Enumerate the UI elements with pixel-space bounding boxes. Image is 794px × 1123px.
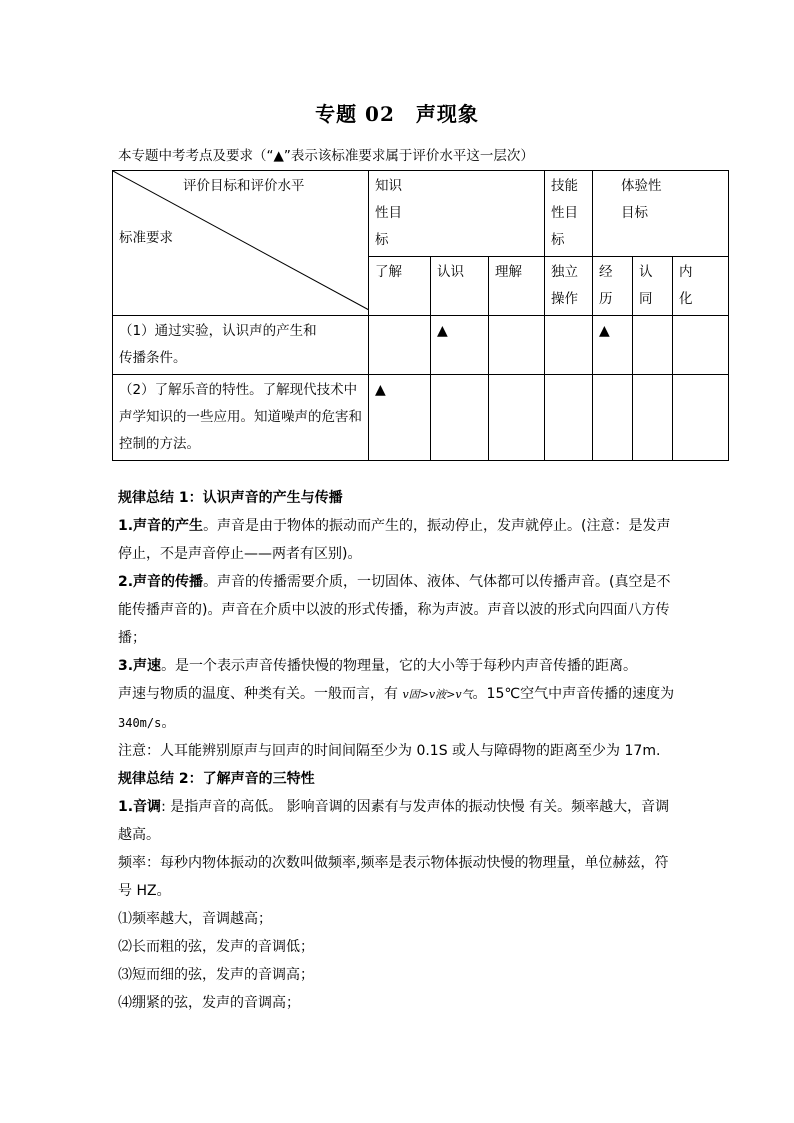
group-experience-label: 体验性目标: [621, 178, 662, 221]
mark-cell: [673, 375, 729, 461]
standards-table: [112, 170, 729, 461]
intro-text: 本专题中考考点及要求（“▲”表示该标准要求属于评价水平这一层次）: [118, 148, 534, 164]
paragraph: [118, 793, 678, 849]
mark-cell: ▲: [369, 375, 431, 461]
group-skill-label: 技能性目标: [551, 178, 579, 248]
mark-cell: ▲: [431, 316, 489, 375]
speed-value: 340m/s: [118, 716, 162, 730]
mark-cell: [545, 375, 593, 461]
paragraph-lead: 1.声音的产生: [118, 518, 204, 534]
paragraph-lead: 1.音调: [118, 799, 162, 815]
group-knowledge: [369, 171, 545, 257]
paragraph: [118, 512, 678, 568]
paragraph-text: 。15℃空气中声音传播的速度为: [472, 686, 675, 702]
group-knowledge-label: 知识性目标: [375, 178, 402, 248]
diag-bottom-label: 标准要求: [119, 230, 173, 246]
table-row: [113, 375, 729, 461]
paragraph-text: : 是指声音的高低。 影响音调的因素有与发声体的振动快慢 有关。频率越大，音调越高。: [118, 799, 670, 843]
list-item: ⑴频率越大，音调越高；: [118, 911, 272, 927]
paragraph: 频率：每秒内物体振动的次数叫做频率,频率是表示物体振动快慢的物理量，单位赫兹，符号 HZ。: [118, 855, 669, 899]
paragraph: [118, 568, 678, 652]
page-title: 专题 02 声现象: [315, 102, 479, 126]
sub-header: 认识: [431, 257, 489, 316]
list-item: ⑵长而粗的弦，发声的音调低；: [118, 939, 314, 955]
requirement-text: （1）通过实验，认识声的产生和传播条件。: [119, 323, 317, 366]
group-experience: [593, 171, 729, 257]
diag-top-label: 评价目标和评价水平: [183, 178, 305, 194]
sub-header: [545, 257, 593, 316]
paragraph-lead: 3.声速: [118, 658, 162, 674]
section-heading: 规律总结 1：认识声音的产生与传播: [118, 490, 343, 506]
speed-formula: v固>v液>v气: [402, 688, 473, 701]
mark-cell: [633, 316, 673, 375]
table-row: [113, 316, 729, 375]
sub-header-label: 认同: [639, 264, 653, 307]
paragraph-lead: 2.声音的传播: [118, 574, 204, 590]
requirement-text: （2）了解乐音的特性。了解现代技术中声学知识的一些应用。知道噪声的危害和控制的方法。: [119, 382, 362, 452]
mark-cell: [673, 316, 729, 375]
list-item: ⑷绷紧的弦，发声的音调高；: [118, 995, 300, 1011]
sub-header-label: 内化: [679, 264, 693, 307]
list-item: ⑶短而细的弦，发声的音调高；: [118, 967, 314, 983]
mark-cell: [489, 375, 545, 461]
sub-header: [593, 257, 633, 316]
sub-header-label: 经历: [599, 264, 613, 307]
mark-cell: [593, 375, 633, 461]
paragraph-text: 。声音是由于物体的振动而产生的，振动停止，发声就停止。(注意：是发声停止，不是声音停止——两者有区别)。: [118, 518, 671, 562]
sub-header: [673, 257, 729, 316]
mark-cell: [431, 375, 489, 461]
content-body: [118, 484, 678, 1017]
mark-cell: [489, 316, 545, 375]
mark-cell: [369, 316, 431, 375]
sub-header: [633, 257, 673, 316]
group-skill: [545, 171, 593, 257]
paragraph-text: 。是一个表示声音传播快慢的物理量，它的大小等于每秒内声音传播的距离。: [161, 658, 638, 674]
paragraph-text: 。声音的传播需要介质，一切固体、液体、气体都可以传播声音。(真空是不能传播声音的)。声音在介质中以波的形式传播，称为声波。声音以波的形式向四面八方传播；: [118, 574, 671, 646]
sub-header-label: 独立操作: [551, 264, 579, 307]
diagonal-header-cell: [113, 171, 369, 316]
note: 注意：人耳能辨别原声与回声的时间间隔至少为 0.1S 或人与障碍物的距离至少为 17m.: [118, 743, 661, 759]
mark-cell: ▲: [593, 316, 633, 375]
paragraph: [118, 680, 678, 737]
mark-cell: [633, 375, 673, 461]
sub-header: 理解: [489, 257, 545, 316]
paragraph: [118, 652, 678, 680]
mark-cell: [545, 316, 593, 375]
sub-header: 了解: [369, 257, 431, 316]
requirement-cell: [113, 316, 369, 375]
requirement-cell: [113, 375, 369, 461]
paragraph-text: 。: [161, 715, 176, 731]
section-heading: 规律总结 2：了解声音的三特性: [118, 771, 315, 787]
paragraph-text: 声速与物质的温度、种类有关。一般而言，有: [118, 686, 403, 702]
